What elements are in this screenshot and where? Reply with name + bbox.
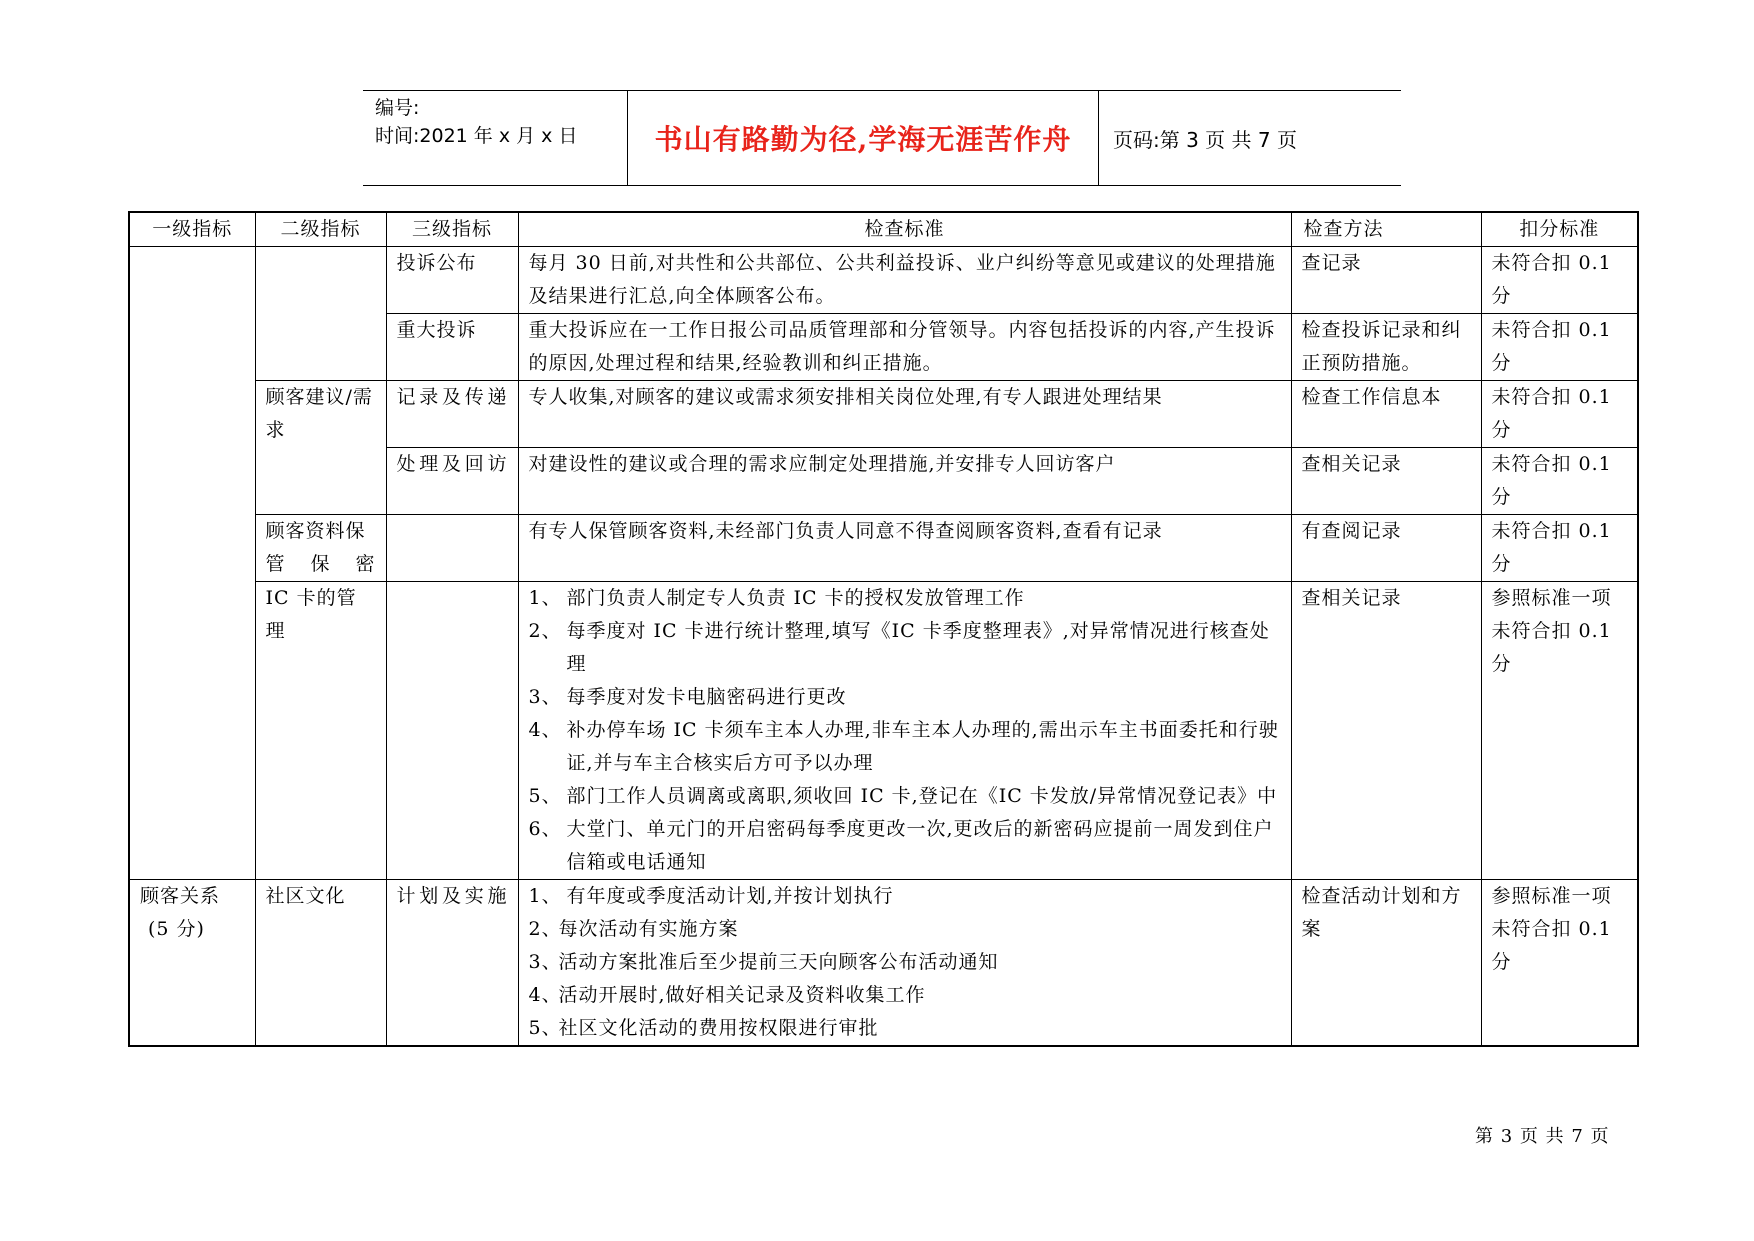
ic-card-standard-list xyxy=(529,582,1281,879)
level3-cell: 重大投诉 xyxy=(386,314,518,381)
standard-cell: 对建设性的建议或合理的需求应制定处理措施,并安排专人回访客户 xyxy=(518,448,1291,515)
list-item-number: 1、 xyxy=(528,885,562,907)
method-cell: 检查投诉记录和纠正预防措施。 xyxy=(1291,314,1481,381)
document-number-label: 编号: xyxy=(375,97,420,119)
header-meta xyxy=(363,91,628,185)
standard-cell: 专人收集,对顾客的建议或需求须安排相关岗位处理,有专人跟进处理结果 xyxy=(518,381,1291,448)
column-header-level1: 一级指标 xyxy=(129,212,255,247)
level2-cell: 顾客建议/需求 xyxy=(255,381,386,515)
header-page-cell xyxy=(1099,91,1401,185)
level3-cell xyxy=(386,515,518,582)
deduction-cell: 未符合扣 0.1 分 xyxy=(1481,515,1638,582)
list-item-text: 每季度对发卡电脑密码进行更改 xyxy=(566,686,847,708)
method-cell: 有查阅记录 xyxy=(1291,515,1481,582)
table-row xyxy=(129,515,1638,582)
deduction-cell: 未符合扣 0.1 分 xyxy=(1481,381,1638,448)
deduction-cell: 未符合扣 0.1 分 xyxy=(1481,448,1638,515)
list-item-text: 补办停车场 IC 卡须车主本人办理,非车主本人办理的,需出示车主书面委托和行驶证,并与车主合核实后方可予以办理 xyxy=(566,719,1279,774)
column-header-standard: 检查标准 xyxy=(518,212,1291,247)
header-motto-cell xyxy=(628,91,1099,185)
header-page-number: 页码:第 3 页 共 7 页 xyxy=(1113,127,1297,152)
level3-cell xyxy=(386,582,518,880)
method-cell: 检查工作信息本 xyxy=(1291,381,1481,448)
list-item-number: 4、 xyxy=(528,984,562,1006)
document-header xyxy=(363,90,1401,186)
table-row xyxy=(129,582,1638,880)
level1-cell-empty xyxy=(129,247,255,880)
list-item-text: 有年度或季度活动计划,并按计划执行 xyxy=(566,885,894,907)
list-item-text: 活动开展时,做好相关记录及资料收集工作 xyxy=(558,984,926,1006)
list-item-text: 大堂门、单元门的开启密码每季度更改一次,更改后的新密码应提前一周发到住户信箱或电话通知 xyxy=(566,818,1274,873)
list-item-number: 2、 xyxy=(528,918,562,940)
level3-cell: 处理及回访 xyxy=(386,448,518,515)
level3-cell: 记录及传递 xyxy=(386,381,518,448)
document-time-label: 时间:2021 年 x 月 x 日 xyxy=(375,125,578,147)
list-item-number: 3、 xyxy=(528,951,562,973)
list-item xyxy=(529,946,1281,979)
standard-cell xyxy=(518,880,1291,1047)
list-item-number: 5、 xyxy=(528,1017,562,1039)
table-row xyxy=(129,381,1638,448)
level1-cell xyxy=(129,880,255,1047)
column-header-deduction: 扣分标准 xyxy=(1481,212,1638,247)
list-item-text: 每次活动有实施方案 xyxy=(558,918,739,940)
method-cell: 查相关记录 xyxy=(1291,448,1481,515)
level1-title: 顾客关系 xyxy=(140,885,221,907)
standard-cell: 每月 30 日前,对共性和公共部位、公共利益投诉、业户纠纷等意见或建议的处理措施及结果进行汇总,向全体顾客公布。 xyxy=(518,247,1291,314)
list-item xyxy=(529,780,1281,813)
community-standard-list xyxy=(529,880,1281,1045)
deduction-cell: 未符合扣 0.1 分 xyxy=(1481,314,1638,381)
list-item-text: 部门工作人员调离或离职,须收回 IC 卡,登记在《IC 卡发放/异常情况登记表》中 xyxy=(566,785,1278,807)
list-item xyxy=(529,681,1281,714)
list-item xyxy=(529,880,1281,913)
level2-cell: IC 卡的管理 xyxy=(255,582,386,880)
deduction-cell: 参照标准一项未符合扣 0.1 分 xyxy=(1481,582,1638,880)
method-cell: 检查活动计划和方案 xyxy=(1291,880,1481,1047)
table-row xyxy=(129,880,1638,1047)
level2-cell-empty xyxy=(255,247,386,381)
list-item-text: 活动方案批准后至少提前三天向顾客公布活动通知 xyxy=(558,951,999,973)
header-motto: 书山有路勤为径,学海无涯苦作舟 xyxy=(654,123,1072,156)
inspection-standards-table xyxy=(128,211,1639,1047)
list-item xyxy=(529,714,1281,780)
level3-cell: 投诉公布 xyxy=(386,247,518,314)
column-header-level3: 三级指标 xyxy=(386,212,518,247)
list-item-number: 1、 xyxy=(528,587,562,609)
method-cell: 查记录 xyxy=(1291,247,1481,314)
level2-cell: 顾客资料保管保密 xyxy=(255,515,386,582)
list-item xyxy=(529,615,1281,681)
standard-cell: 重大投诉应在一工作日报公司品质管理部和分管领导。内容包括投诉的内容,产生投诉的原因,处理过程和结果,经验教训和纠正措施。 xyxy=(518,314,1291,381)
list-item-number: 2、 xyxy=(528,620,562,642)
level1-score: (5 分) xyxy=(148,918,205,940)
page-footer: 第 3 页 共 7 页 xyxy=(1475,1126,1610,1147)
table-header-row xyxy=(129,212,1638,247)
column-header-level2: 二级指标 xyxy=(255,212,386,247)
list-item-number: 5、 xyxy=(528,785,562,807)
list-item xyxy=(529,813,1281,879)
list-item-text: 部门负责人制定专人负责 IC 卡的授权发放管理工作 xyxy=(566,587,1025,609)
list-item-number: 4、 xyxy=(528,719,562,741)
list-item xyxy=(529,979,1281,1012)
level2-cell: 社区文化 xyxy=(255,880,386,1047)
deduction-cell: 未符合扣 0.1 分 xyxy=(1481,247,1638,314)
method-cell: 查相关记录 xyxy=(1291,582,1481,880)
list-item xyxy=(529,1012,1281,1045)
level3-cell: 计划及实施 xyxy=(386,880,518,1047)
list-item-text: 社区文化活动的费用按权限进行审批 xyxy=(558,1017,879,1039)
standard-cell xyxy=(518,582,1291,880)
deduction-cell: 参照标准一项未符合扣 0.1 分 xyxy=(1481,880,1638,1047)
table-row xyxy=(129,247,1638,314)
list-item xyxy=(529,582,1281,615)
list-item-number: 3、 xyxy=(528,686,562,708)
standard-cell: 有专人保管顾客资料,未经部门负责人同意不得查阅顾客资料,查看有记录 xyxy=(518,515,1291,582)
column-header-method: 检查方法 xyxy=(1291,212,1481,247)
list-item xyxy=(529,913,1281,946)
list-item-text: 每季度对 IC 卡进行统计整理,填写《IC 卡季度整理表》,对异常情况进行核查处理 xyxy=(566,620,1270,675)
list-item-number: 6、 xyxy=(528,818,562,840)
